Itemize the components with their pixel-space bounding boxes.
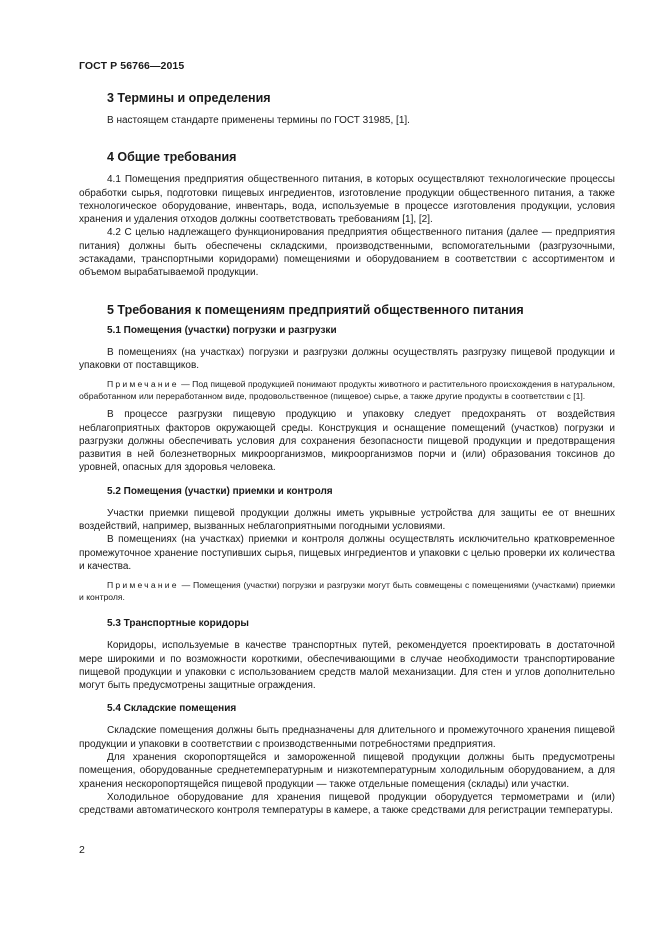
subsection-5-2-title: 5.2 Помещения (участки) приемки и контроля <box>107 485 333 497</box>
note-text: — Помещения (участки) погрузки и разгрузки могут быть совмещены с помещениями (участками) приемки и контроля. <box>79 580 615 603</box>
paragraph-4-1: 4.1 Помещения предприятия общественного питания, в которых осуществляют технологические процессы обработки сырья, подготовки пищевых ингредиентов, изготовление продукции общественного питания, а также технологическое оборудование, инвентарь, вода, используемые в процессе изготовления продукции, условия хранения и удаления отходов должны соответствовать требованиям [1], [2]. <box>79 174 615 226</box>
subsection-5-3-title: 5.3 Транспортные коридоры <box>107 618 249 630</box>
note-5-2 <box>79 579 615 603</box>
paragraph-5-4-3: Холодильное оборудование для хранения пищевой продукции оборудуется термометрами и (или) средствами автоматического контроля температуры в камере, а также средствами для регистрации температуры. <box>79 791 615 817</box>
paragraph-5-4-2: Для хранения скоропортящейся и замороженной пищевой продукции должны быть предусмотрены помещения, оборудованные среднетемпературным и низкотемпературным холодильным оборудованием, а для хранения нескоропортящейся пищевой продукции — также отдельные помещения (склады) или участки. <box>79 752 615 790</box>
section-4-title: 4 Общие требования <box>107 150 237 165</box>
page-content <box>79 90 615 818</box>
subsection-5-1-title: 5.1 Помещения (участки) погрузки и разгрузки <box>107 324 337 336</box>
paragraph-5-1-1: В помещениях (на участках) погрузки и разгрузки должны осуществлять разгрузку пищевой продукции и упаковки от поставщиков. <box>79 346 615 371</box>
section-3-title: 3 Термины и определения <box>107 91 271 105</box>
document-code: ГОСТ Р 56766—2015 <box>79 60 185 72</box>
section-3-paragraph: В настоящем стандарте применены термины по ГОСТ 31985, [1]. <box>107 115 410 126</box>
note-5-1 <box>79 378 615 402</box>
paragraph-4-2: 4.2 С целью надлежащего функционирования предприятия общественного питания (далее — предприятия питания) должны быть обеспечены складскими, производственными, вспомогательными (разгрузочными, эстакадами, транспортными коридорами) помещениями и оборудованием в соответствии с ассортиментом и объемом вырабатываемой продукции. <box>79 227 615 279</box>
paragraph-5-1-2: В процессе разгрузки пищевую продукцию и упаковку следует предохранять от воздействия неблагоприятных факторов окружающей среды. Конструкция и оснащение помещений (участков) погрузки и разгрузки должны обеспечивать условия для сохранения безопасности пищевой продукции и предотвращения развития в ней болезнетворных микроорганизмов, микроорганизмов порчи и (или) образования токсинов до уровней, опасных для здоровья человека. <box>79 409 615 474</box>
subsection-5-4-title: 5.4 Складские помещения <box>107 703 237 715</box>
note-label: Примечание <box>107 580 179 591</box>
note-text: — Под пищевой продукцией понимают продукты животного и растительного происхождения в натуральном, обработанном или переработанном виде, продовольственное (пищевое) сырье, а также другие продукты в соответствии с [1]. <box>79 379 615 402</box>
note-label: Примечание <box>107 379 179 390</box>
paragraph-5-2-1: Участки приемки пищевой продукции должны иметь укрывные устройства для защиты ее от внешних воздействий, например, вызванных неблагоприятными погодными условиями. <box>79 507 615 533</box>
page-number: 2 <box>79 844 85 856</box>
paragraph-5-4-1: Складские помещения должны быть предназначены для длительного и промежуточного хранения пищевой продукции и упаковки в соответствии с производственными потребностями предприятия. <box>79 725 615 750</box>
section-5-title: 5 Требования к помещениям предприятий общественного питания <box>107 302 524 317</box>
paragraph-5-2-2: В помещениях (на участках) приемки и контроля должны осуществлять исключительно кратковременное промежуточное хранение поступивших сырья, пищевых ингредиентов и упаковки с целью проверки их количества и качества. <box>79 534 615 572</box>
paragraph-5-3-1: Коридоры, используемые в качестве транспортных путей, рекомендуется проектировать в достаточной мере широкими и по возможности короткими, обеспечивающими в случае необходимости транспортирование пищевой продукции и упаковки с использованием средств малой механизации. Для стен и углов дополнительно могут быть предусмотрены защитные ограждения. <box>79 640 615 692</box>
